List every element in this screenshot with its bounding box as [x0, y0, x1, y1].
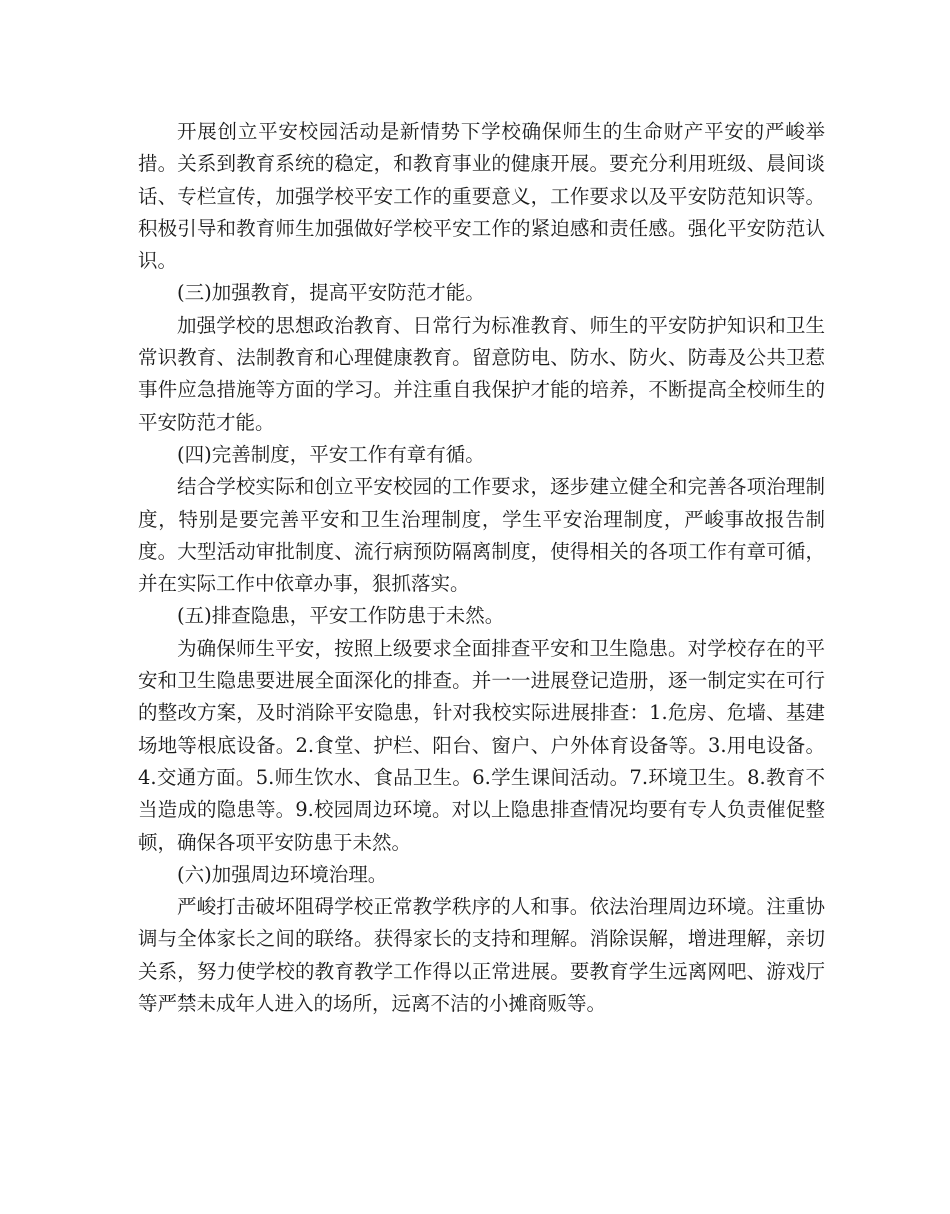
paragraph-hazards: 为确保师生平安，按照上级要求全面排查平安和卫生隐患。对学校存在的平安和卫生隐患要进展全面深化的排查。并一一进展登记造册，逐一制定实在可行的整改方案，及时消除平安隐患，针对我校实际进展排查：1.危房、危墙、基建场地等根底设备。2.食堂、护栏、阳台、窗户、户外体育设备等。3.用电设备。4.交通方面。5.师生饮水、食品卫生。6.学生课间活动。7.环境卫生。8.教育不当造成的隐患等。9.校园周边环境。对以上隐患排查情况均要有专人负责催促整顿，确保各项平安防患于未然。 — [138, 636, 825, 854]
section-heading-3: (三)加强教育，提高平安防范才能。 — [177, 281, 485, 305]
paragraph-system: 结合学校实际和创立平安校园的工作要求，逐步建立健全和完善各项治理制度，特别是要完善平安和卫生治理制度，学生平安治理制度，严峻事故报告制度。大型活动审批制度、流行病预防隔离制度，使得相关的各项工作有章可循，并在实际工作中依章办事，狠抓落实。 — [138, 475, 825, 596]
section-heading-5: (五)排查隐患，平安工作防患于未然。 — [177, 604, 505, 628]
document-body — [138, 116, 825, 1020]
paragraph-education: 加强学校的思想政治教育、日常行为标准教育、师生的平安防护知识和卫生常识教育、法制教育和心理健康教育。留意防电、防水、防火、防毒及公共卫惹事件应急措施等方面的学习。并注重自我保护才能的培养，不断提高全校师生的平安防范才能。 — [138, 313, 825, 434]
paragraph-environment: 严峻打击破坏阻碍学校正常教学秩序的人和事。依法治理周边环境。注重协调与全体家长之间的联络。获得家长的支持和理解。消除误解，增进理解，亲切关系，努力使学校的教育教学工作得以正常进展。要教育学生远离网吧、游戏厅等严禁未成年人进入的场所，远离不洁的小摊商贩等。 — [138, 895, 825, 1016]
section-heading-4: (四)完善制度，平安工作有章有循。 — [177, 442, 485, 466]
section-heading-6: (六)加强周边环境治理。 — [177, 862, 388, 886]
paragraph-intro: 开展创立平安校园活动是新情势下学校确保师生的生命财产平安的严峻举措。关系到教育系统的稳定，和教育事业的健康开展。要充分利用班级、晨间谈话、专栏宣传，加强学校平安工作的重要意义，工作要求以及平安防范知识等。积极引导和教育师生加强做好学校平安工作的紧迫感和责任感。强化平安防范认识。 — [138, 120, 825, 273]
